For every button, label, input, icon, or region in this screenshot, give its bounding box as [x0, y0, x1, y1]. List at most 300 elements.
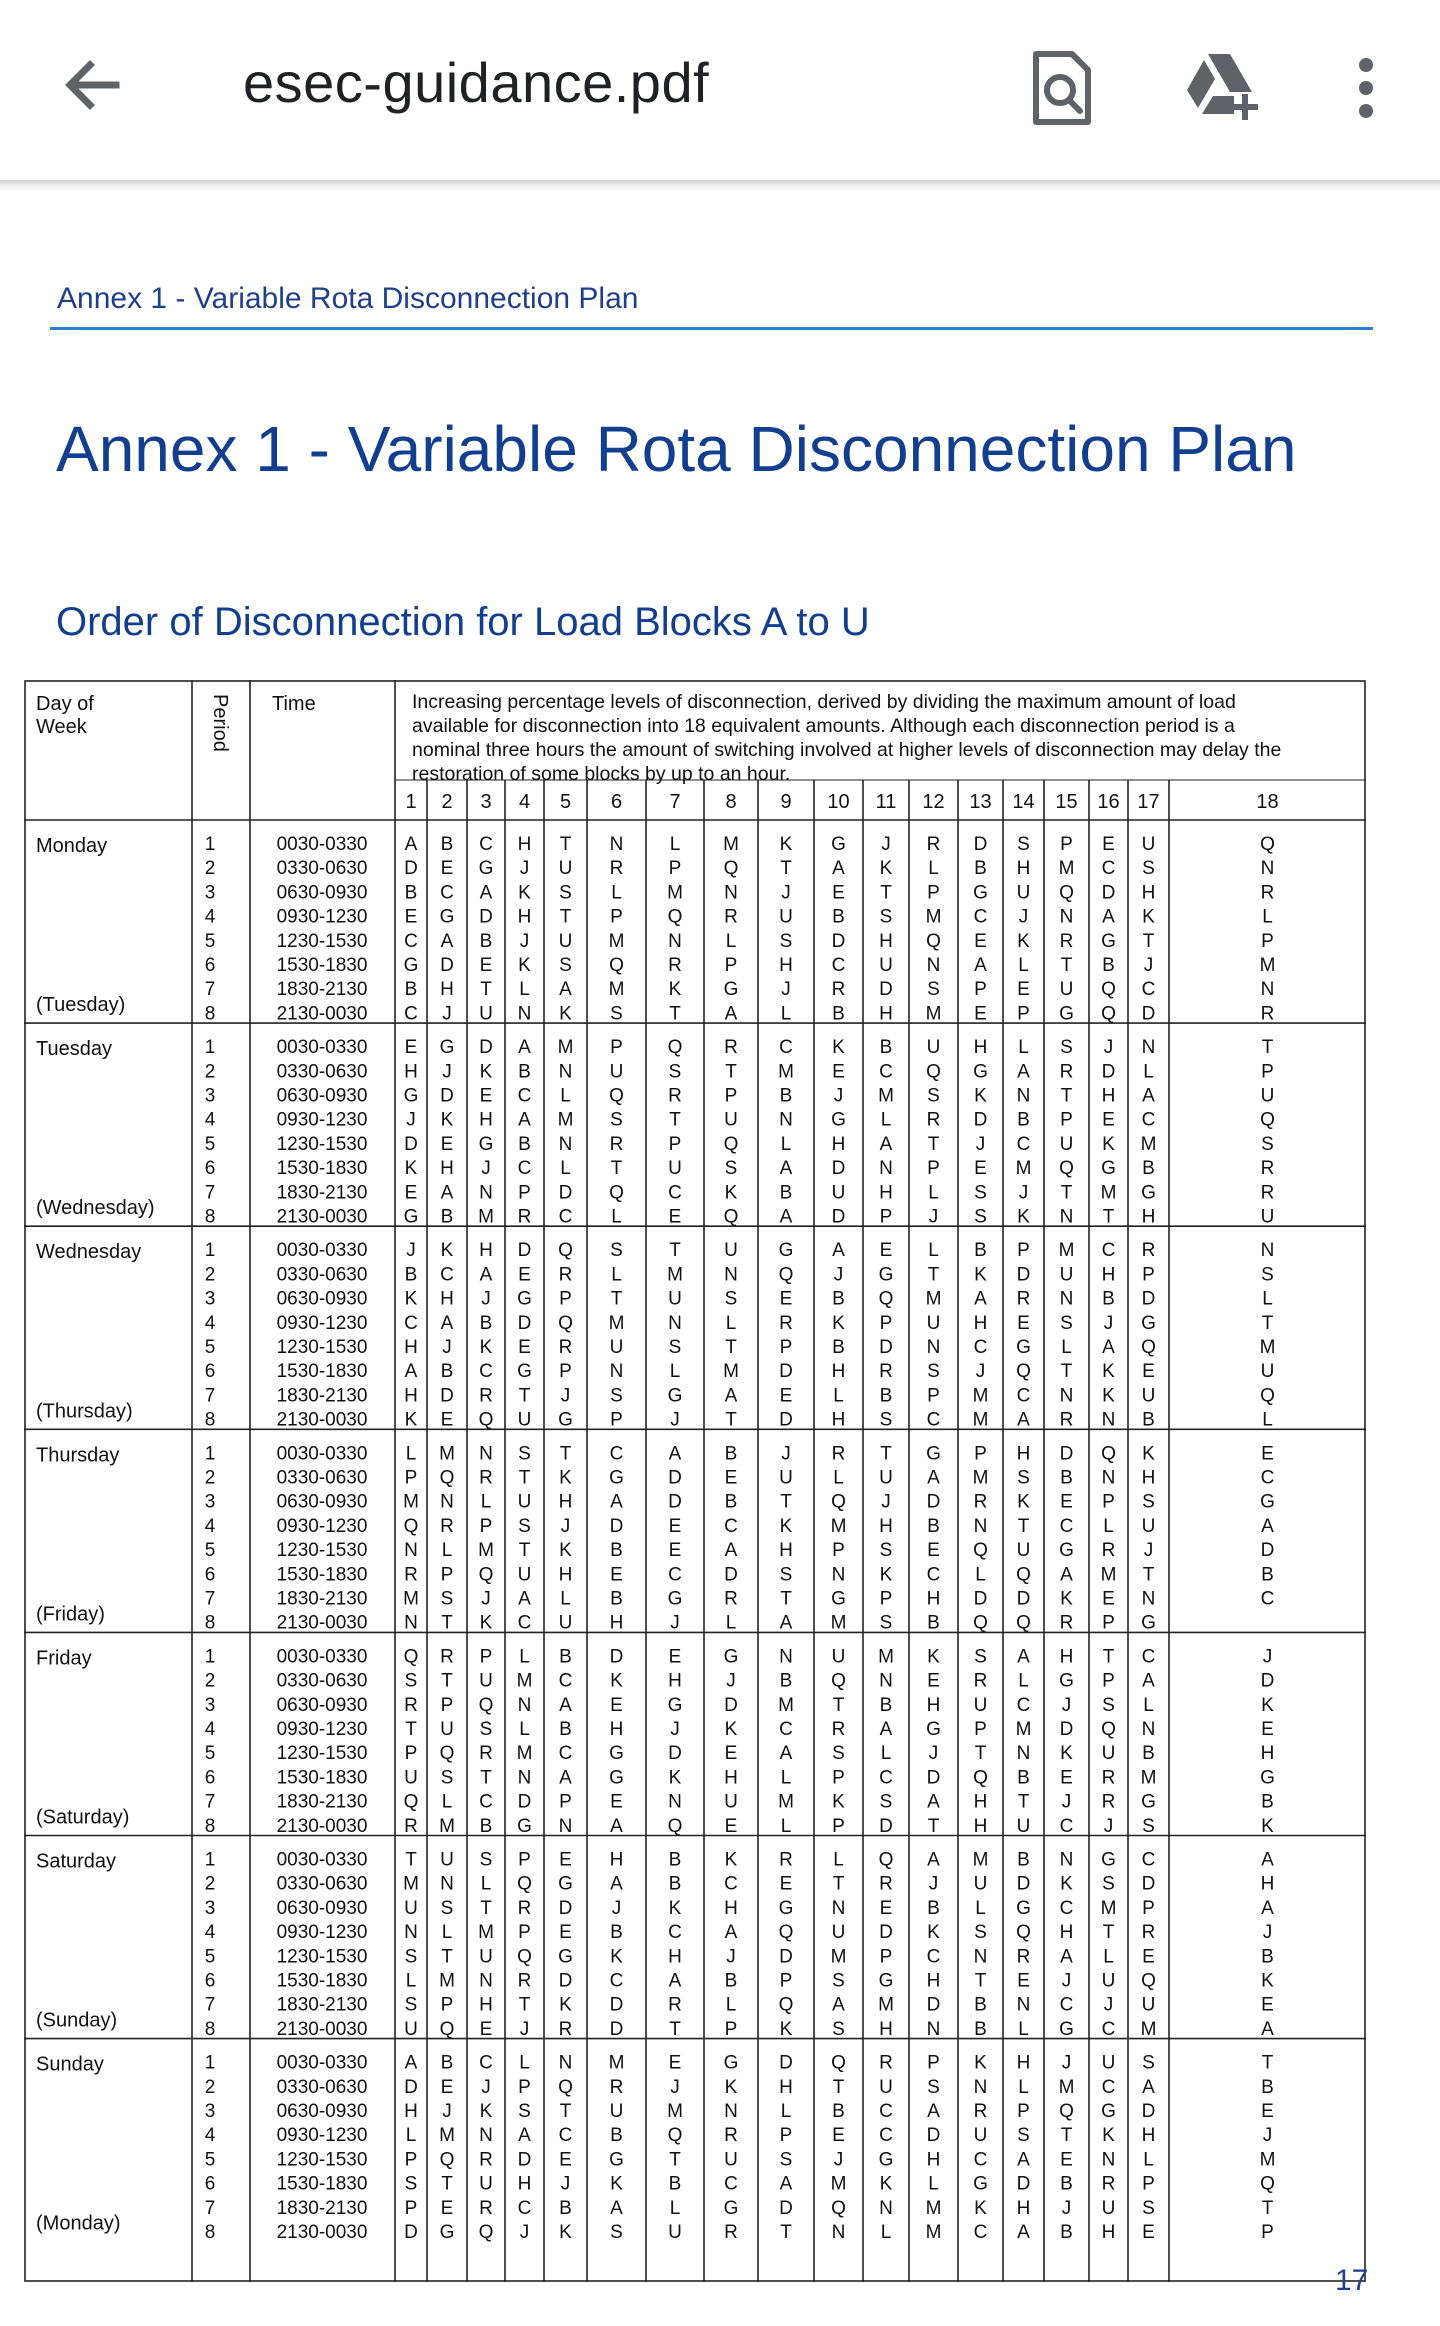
- load-block-cell: A: [1261, 1515, 1274, 1537]
- load-block-cell: S: [559, 955, 572, 976]
- load-block-cell: Q: [403, 1515, 419, 1537]
- load-block-cell: U: [973, 1694, 988, 1716]
- load-block-cell: D: [879, 1815, 893, 1837]
- load-block-cell: T: [725, 1061, 737, 1083]
- load-block-cell: R: [724, 906, 738, 928]
- load-block-cell: N: [558, 1133, 573, 1155]
- load-block-cell: P: [479, 1515, 493, 1537]
- load-block-cell: A: [1261, 2018, 1274, 2040]
- load-block-cell: M: [516, 1670, 533, 1692]
- load-block-cell: C: [1059, 1515, 1074, 1537]
- load-block-cell: E: [1017, 1312, 1030, 1334]
- header-description-line: Increasing percentage levels of disconnection, derived by dividing the maximum amount of load: [412, 691, 1236, 713]
- load-block-cell: E: [559, 1849, 572, 1871]
- load-block-cell: B: [1261, 1564, 1274, 1586]
- load-block-cell: M: [878, 1085, 894, 1107]
- load-block-cell: E: [927, 1540, 940, 1562]
- load-block-cell: L: [480, 1873, 492, 1895]
- load-block-cell: C: [668, 1564, 682, 1586]
- load-block-cell: U: [1059, 1264, 1074, 1286]
- load-block-cell: L: [480, 1491, 492, 1513]
- load-block-cell: M: [878, 1646, 894, 1668]
- load-block-cell: H: [558, 1491, 573, 1513]
- search-document-icon: [1022, 48, 1102, 128]
- load-block-cell: A: [668, 1443, 682, 1465]
- load-block-cell: L: [1143, 1061, 1154, 1083]
- period-number: 7: [204, 979, 216, 1001]
- load-block-cell: L: [780, 2101, 792, 2122]
- load-block-cell: N: [668, 1312, 682, 1334]
- load-block-cell: D: [779, 2052, 793, 2074]
- load-block-cell: T: [1102, 1206, 1115, 1228]
- load-block-cell: E: [479, 1085, 493, 1107]
- load-block-cell: B: [668, 1849, 682, 1871]
- load-block-cell: H: [1141, 1206, 1156, 1228]
- load-block-cell: P: [518, 1182, 531, 1204]
- back-arrow-icon: [58, 50, 128, 120]
- load-block-cell: U: [1016, 882, 1031, 904]
- load-block-cell: R: [479, 2197, 493, 2219]
- load-block-cell: N: [1141, 1588, 1156, 1610]
- load-block-cell: G: [926, 1443, 941, 1465]
- load-block-cell: U: [1016, 1815, 1031, 1837]
- load-block-cell: Q: [439, 2149, 455, 2171]
- load-block-cell: P: [974, 1719, 987, 1740]
- load-block-cell: K: [1142, 906, 1155, 928]
- load-block-cell: N: [668, 930, 682, 952]
- load-block-cell: G: [439, 1037, 455, 1059]
- load-block-cell: N: [440, 1491, 454, 1513]
- load-block-cell: H: [879, 1182, 893, 1204]
- load-block-cell: Q: [517, 1946, 532, 1968]
- load-block-cell: J: [406, 1109, 416, 1131]
- load-block-cell: J: [1061, 2197, 1072, 2219]
- period-number: 2: [204, 1670, 216, 1692]
- load-block-cell: K: [559, 1467, 572, 1489]
- load-block-cell: C: [1016, 1694, 1031, 1716]
- load-block-cell: M: [723, 834, 739, 855]
- load-block-cell: C: [609, 1443, 624, 1465]
- period-number: 1: [204, 1443, 216, 1465]
- load-block-cell: B: [1017, 1109, 1030, 1131]
- period-time: 2130-0030: [276, 2222, 368, 2243]
- load-block-cell: E: [610, 1694, 623, 1716]
- period-time: 0030-0330: [276, 1240, 368, 1262]
- load-block-cell: K: [1261, 1815, 1274, 1837]
- period-number: 8: [204, 1612, 216, 1634]
- load-block-cell: C: [1059, 1994, 1074, 2016]
- load-block-cell: L: [669, 834, 681, 855]
- load-block-cell: C: [1059, 1815, 1074, 1837]
- period-time: 0030-0330: [276, 1849, 368, 1871]
- load-block-cell: E: [1142, 1946, 1155, 1968]
- load-block-cell: G: [1141, 1182, 1156, 1204]
- load-block-cell: C: [724, 2173, 738, 2195]
- load-block-cell: A: [1017, 2149, 1030, 2171]
- load-block-cell: Q: [439, 1743, 455, 1765]
- load-block-cell: M: [1259, 955, 1276, 976]
- load-block-cell: N: [831, 2222, 846, 2243]
- load-block-cell: P: [927, 1385, 940, 1407]
- load-block-cell: M: [878, 1994, 894, 2016]
- more-options-button[interactable]: [1336, 48, 1416, 128]
- load-block-cell: T: [559, 1443, 572, 1465]
- load-block-cell: S: [1017, 2125, 1030, 2147]
- load-block-cell: H: [1101, 2222, 1116, 2243]
- load-block-cell: M: [972, 1385, 989, 1407]
- load-block-cell: Q: [439, 2018, 455, 2040]
- load-block-cell: M: [667, 2101, 683, 2122]
- add-to-drive-button[interactable]: [1182, 48, 1262, 128]
- load-block-cell: A: [927, 1849, 940, 1871]
- period-time: 1830-2130: [276, 1791, 368, 1813]
- load-block-cell: H: [517, 2173, 532, 2195]
- load-block-cell: Q: [1141, 1970, 1156, 1992]
- load-block-cell: Q: [1016, 1612, 1031, 1634]
- load-block-cell: B: [440, 834, 454, 855]
- period-number: 8: [204, 2018, 216, 2040]
- load-block-cell: Q: [558, 1240, 573, 1262]
- load-block-cell: P: [1060, 834, 1073, 855]
- load-block-cell: K: [610, 2173, 623, 2195]
- load-block-cell: T: [725, 1409, 737, 1431]
- load-block-cell: H: [879, 930, 893, 952]
- load-block-cell: A: [518, 1037, 531, 1059]
- load-block-cell: S: [610, 1109, 623, 1131]
- load-block-cell: K: [974, 2197, 987, 2219]
- load-block-cell: H: [668, 1670, 682, 1692]
- load-block-cell: R: [1016, 1288, 1031, 1310]
- load-block-cell: E: [832, 1061, 845, 1083]
- load-block-cell: A: [779, 1743, 793, 1765]
- back-button[interactable]: [58, 50, 128, 120]
- load-block-cell: M: [925, 906, 942, 928]
- load-block-cell: K: [1102, 2125, 1115, 2147]
- load-block-cell: L: [1143, 1694, 1154, 1716]
- load-block-cell: E: [1017, 979, 1030, 1001]
- load-block-cell: U: [973, 2125, 988, 2147]
- period-time: 0630-0930: [276, 2101, 368, 2122]
- load-block-cell: J: [442, 1061, 452, 1083]
- load-block-cell: T: [1017, 1791, 1030, 1813]
- load-block-cell: P: [1060, 1109, 1073, 1131]
- load-block-cell: N: [724, 2101, 738, 2122]
- load-block-cell: B: [879, 1694, 893, 1716]
- load-block-cell: B: [879, 1385, 893, 1407]
- period-number: 2: [204, 1061, 216, 1083]
- load-block-cell: D: [440, 1385, 454, 1407]
- load-block-cell: A: [479, 882, 493, 904]
- load-block-cell: B: [479, 1312, 493, 1334]
- load-block-cell: H: [1141, 1467, 1156, 1489]
- period-time: 0030-0330: [276, 1037, 368, 1059]
- period-number: 3: [204, 1491, 216, 1513]
- load-block-cell: A: [559, 1767, 572, 1789]
- load-block-cell: M: [557, 1109, 574, 1131]
- load-block-cell: H: [668, 1946, 682, 1968]
- table-border: [25, 681, 1365, 2281]
- load-block-cell: J: [481, 1288, 491, 1310]
- load-block-cell: E: [1261, 1994, 1274, 2016]
- load-block-cell: H: [926, 1694, 941, 1716]
- load-block-cell: N: [609, 1361, 624, 1383]
- load-block-cell: J: [928, 1873, 939, 1895]
- load-block-cell: S: [832, 1970, 845, 1992]
- load-block-cell: N: [404, 1612, 418, 1634]
- load-block-cell: K: [404, 1158, 418, 1180]
- load-block-cell: H: [779, 955, 793, 976]
- load-block-cell: D: [926, 2125, 941, 2147]
- load-block-cell: A: [1060, 1946, 1073, 1968]
- load-block-cell: Q: [478, 1409, 494, 1431]
- load-block-cell: N: [479, 1970, 493, 1992]
- load-block-cell: T: [1261, 2197, 1274, 2219]
- load-block-cell: B: [1261, 2076, 1274, 2098]
- load-block-cell: A: [832, 858, 845, 880]
- load-block-cell: A: [404, 834, 418, 855]
- load-block-cell: P: [724, 2018, 738, 2040]
- load-block-cell: M: [925, 2222, 942, 2243]
- load-block-cell: J: [928, 1743, 939, 1765]
- load-block-cell: C: [668, 1922, 682, 1944]
- load-block-cell: E: [1017, 1970, 1030, 1992]
- load-block-cell: G: [1101, 1158, 1116, 1180]
- load-block-cell: P: [440, 1564, 454, 1586]
- load-block-cell: J: [1061, 1791, 1072, 1813]
- load-block-cell: K: [879, 1564, 893, 1586]
- load-block-cell: D: [479, 906, 493, 928]
- period-number: 8: [204, 1815, 216, 1837]
- load-block-cell: K: [518, 955, 531, 976]
- load-block-cell: S: [832, 2018, 845, 2040]
- load-block-cell: C: [517, 1612, 532, 1634]
- level-number: 8: [725, 791, 737, 813]
- load-block-cell: E: [668, 1540, 682, 1562]
- load-block-cell: T: [880, 1443, 892, 1465]
- load-block-cell: Q: [517, 1873, 532, 1895]
- load-block-cell: J: [1061, 1694, 1072, 1716]
- load-block-cell: S: [1261, 1133, 1274, 1155]
- load-block-cell: S: [610, 1003, 623, 1025]
- load-block-cell: D: [1101, 882, 1116, 904]
- load-block-cell: P: [1261, 1061, 1274, 1083]
- load-block-cell: E: [1102, 1109, 1115, 1131]
- load-block-cell: G: [1016, 1897, 1031, 1919]
- level-number: 1: [405, 791, 417, 813]
- load-block-cell: E: [559, 1922, 572, 1944]
- load-block-cell: Q: [1101, 979, 1116, 1001]
- load-block-cell: G: [973, 2173, 988, 2195]
- load-block-cell: U: [1101, 2197, 1116, 2219]
- load-block-cell: M: [608, 930, 625, 952]
- load-block-cell: C: [558, 1743, 573, 1765]
- load-block-cell: P: [974, 1443, 987, 1465]
- load-block-cell: R: [517, 1206, 532, 1228]
- load-block-cell: L: [725, 930, 737, 952]
- load-block-cell: N: [668, 1791, 682, 1813]
- load-block-cell: P: [879, 1312, 893, 1334]
- load-block-cell: A: [440, 1182, 454, 1204]
- load-block-cell: C: [926, 1946, 941, 1968]
- load-block-cell: R: [724, 2125, 738, 2147]
- load-block-cell: M: [972, 1849, 989, 1871]
- load-block-cell: C: [1101, 2076, 1116, 2098]
- load-block-cell: G: [1016, 1337, 1031, 1358]
- load-block-cell: M: [608, 979, 625, 1001]
- load-block-cell: A: [559, 1694, 572, 1716]
- load-block-cell: G: [667, 1588, 683, 1610]
- load-block-cell: J: [670, 1409, 680, 1431]
- level-number: 4: [518, 791, 531, 813]
- load-block-cell: Q: [778, 1994, 794, 2016]
- load-block-cell: U: [404, 1767, 418, 1789]
- load-block-cell: R: [558, 1264, 573, 1286]
- load-block-cell: D: [404, 858, 418, 880]
- load-block-cell: Q: [667, 1815, 683, 1837]
- load-block-cell: B: [832, 1003, 845, 1025]
- load-block-cell: D: [668, 1743, 682, 1765]
- load-block-cell: U: [404, 2018, 418, 2040]
- load-block-cell: E: [479, 2018, 493, 2040]
- load-block-cell: J: [833, 2149, 844, 2171]
- load-block-cell: U: [724, 1109, 738, 1131]
- load-block-cell: G: [1260, 1491, 1275, 1513]
- load-block-cell: K: [479, 2101, 493, 2122]
- load-block-cell: K: [440, 1240, 454, 1262]
- load-block-cell: R: [609, 1133, 624, 1155]
- load-block-cell: C: [440, 1264, 454, 1286]
- load-block-cell: J: [726, 1946, 736, 1968]
- load-block-cell: H: [1016, 2197, 1031, 2219]
- load-block-cell: D: [440, 1085, 454, 1107]
- load-block-cell: P: [610, 1409, 623, 1431]
- load-block-cell: C: [973, 2222, 988, 2243]
- load-block-cell: N: [1059, 906, 1074, 928]
- load-block-cell: K: [610, 1670, 623, 1692]
- load-block-cell: A: [1102, 906, 1115, 928]
- load-block-cell: Q: [558, 2076, 573, 2098]
- load-block-cell: P: [440, 1694, 454, 1716]
- load-block-cell: L: [1143, 2149, 1154, 2171]
- load-block-cell: E: [832, 882, 845, 904]
- load-block-cell: M: [1015, 1719, 1032, 1740]
- period-number: 6: [204, 1970, 216, 1992]
- load-block-cell: P: [832, 1540, 845, 1562]
- load-block-cell: C: [1016, 1385, 1031, 1407]
- next-day-name: (Sunday): [36, 2009, 118, 2032]
- load-block-cell: K: [479, 1612, 493, 1634]
- load-block-cell: L: [880, 1743, 892, 1765]
- load-block-cell: T: [1060, 2125, 1073, 2147]
- load-block-cell: Q: [667, 2125, 683, 2147]
- load-block-cell: C: [479, 1791, 493, 1813]
- load-block-cell: G: [778, 1240, 794, 1262]
- load-block-cell: D: [517, 1312, 532, 1334]
- load-block-cell: C: [926, 1409, 941, 1431]
- period-time: 0030-0330: [276, 1443, 368, 1465]
- load-block-cell: G: [1101, 930, 1116, 952]
- load-block-cell: G: [926, 1719, 941, 1740]
- day-name: Sunday: [36, 2053, 104, 2076]
- load-block-cell: L: [669, 1361, 681, 1383]
- load-block-cell: E: [440, 2197, 454, 2219]
- load-block-cell: U: [1141, 834, 1156, 855]
- load-block-cell: P: [518, 1849, 531, 1871]
- load-block-cell: P: [610, 1037, 623, 1059]
- load-block-cell: E: [610, 1564, 623, 1586]
- load-block-cell: N: [1101, 1409, 1116, 1431]
- load-block-cell: G: [609, 1743, 624, 1765]
- load-block-cell: J: [726, 1670, 736, 1692]
- load-block-cell: E: [974, 930, 987, 952]
- page-number: 17: [1335, 2264, 1369, 2297]
- load-block-cell: K: [1261, 1970, 1274, 1992]
- load-block-cell: T: [780, 858, 792, 880]
- load-block-cell: D: [440, 955, 454, 976]
- period-time: 0930-1230: [276, 1109, 368, 1131]
- load-block-cell: E: [479, 955, 493, 976]
- load-block-cell: G: [1101, 2101, 1116, 2122]
- load-block-cell: S: [927, 1361, 940, 1383]
- find-in-document-button[interactable]: [1022, 48, 1102, 128]
- load-block-cell: J: [519, 2222, 530, 2243]
- period-time: 1230-1530: [276, 1337, 368, 1358]
- load-block-cell: T: [669, 2018, 681, 2040]
- level-number: 17: [1137, 791, 1160, 813]
- load-block-cell: H: [1260, 1743, 1275, 1765]
- load-block-cell: B: [440, 1206, 454, 1228]
- load-block-cell: S: [668, 1061, 682, 1083]
- load-block-cell: N: [1101, 1467, 1116, 1489]
- load-block-cell: J: [442, 1337, 452, 1358]
- load-block-cell: G: [478, 858, 494, 880]
- period-time: 1230-1530: [276, 1133, 368, 1155]
- load-block-cell: U: [517, 1491, 532, 1513]
- load-block-cell: U: [779, 906, 793, 928]
- load-block-cell: D: [973, 1109, 988, 1131]
- load-block-cell: G: [1101, 1849, 1116, 1871]
- load-block-cell: S: [1060, 1037, 1073, 1059]
- load-block-cell: S: [1060, 1312, 1073, 1334]
- period-number: 1: [204, 1849, 216, 1871]
- period-number: 7: [204, 1182, 216, 1204]
- load-block-cell: L: [1018, 1670, 1029, 1692]
- load-block-cell: P: [1142, 1264, 1155, 1286]
- load-block-cell: H: [404, 2101, 418, 2122]
- load-block-cell: R: [1101, 1767, 1116, 1789]
- load-block-cell: J: [560, 1385, 571, 1407]
- load-block-cell: L: [519, 1719, 530, 1740]
- period-time: 1230-1530: [276, 1540, 368, 1562]
- load-block-cell: G: [973, 1061, 988, 1083]
- load-block-cell: T: [441, 2173, 453, 2195]
- load-block-cell: D: [404, 2076, 418, 2098]
- period-number: 2: [204, 1467, 216, 1489]
- load-block-cell: Q: [1260, 1385, 1275, 1407]
- load-block-cell: U: [1260, 1085, 1275, 1107]
- load-block-cell: B: [610, 1922, 623, 1944]
- load-block-cell: J: [881, 1491, 891, 1513]
- load-block-cell: U: [1141, 1515, 1156, 1537]
- load-block-cell: P: [1017, 1240, 1030, 1262]
- load-block-cell: U: [879, 1467, 893, 1489]
- load-block-cell: T: [441, 1946, 453, 1968]
- load-block-cell: C: [973, 906, 988, 928]
- period-time: 0030-0330: [276, 834, 368, 855]
- load-block-cell: D: [479, 1037, 493, 1059]
- period-number: 3: [204, 2101, 216, 2122]
- load-block-cell: A: [1142, 1085, 1155, 1107]
